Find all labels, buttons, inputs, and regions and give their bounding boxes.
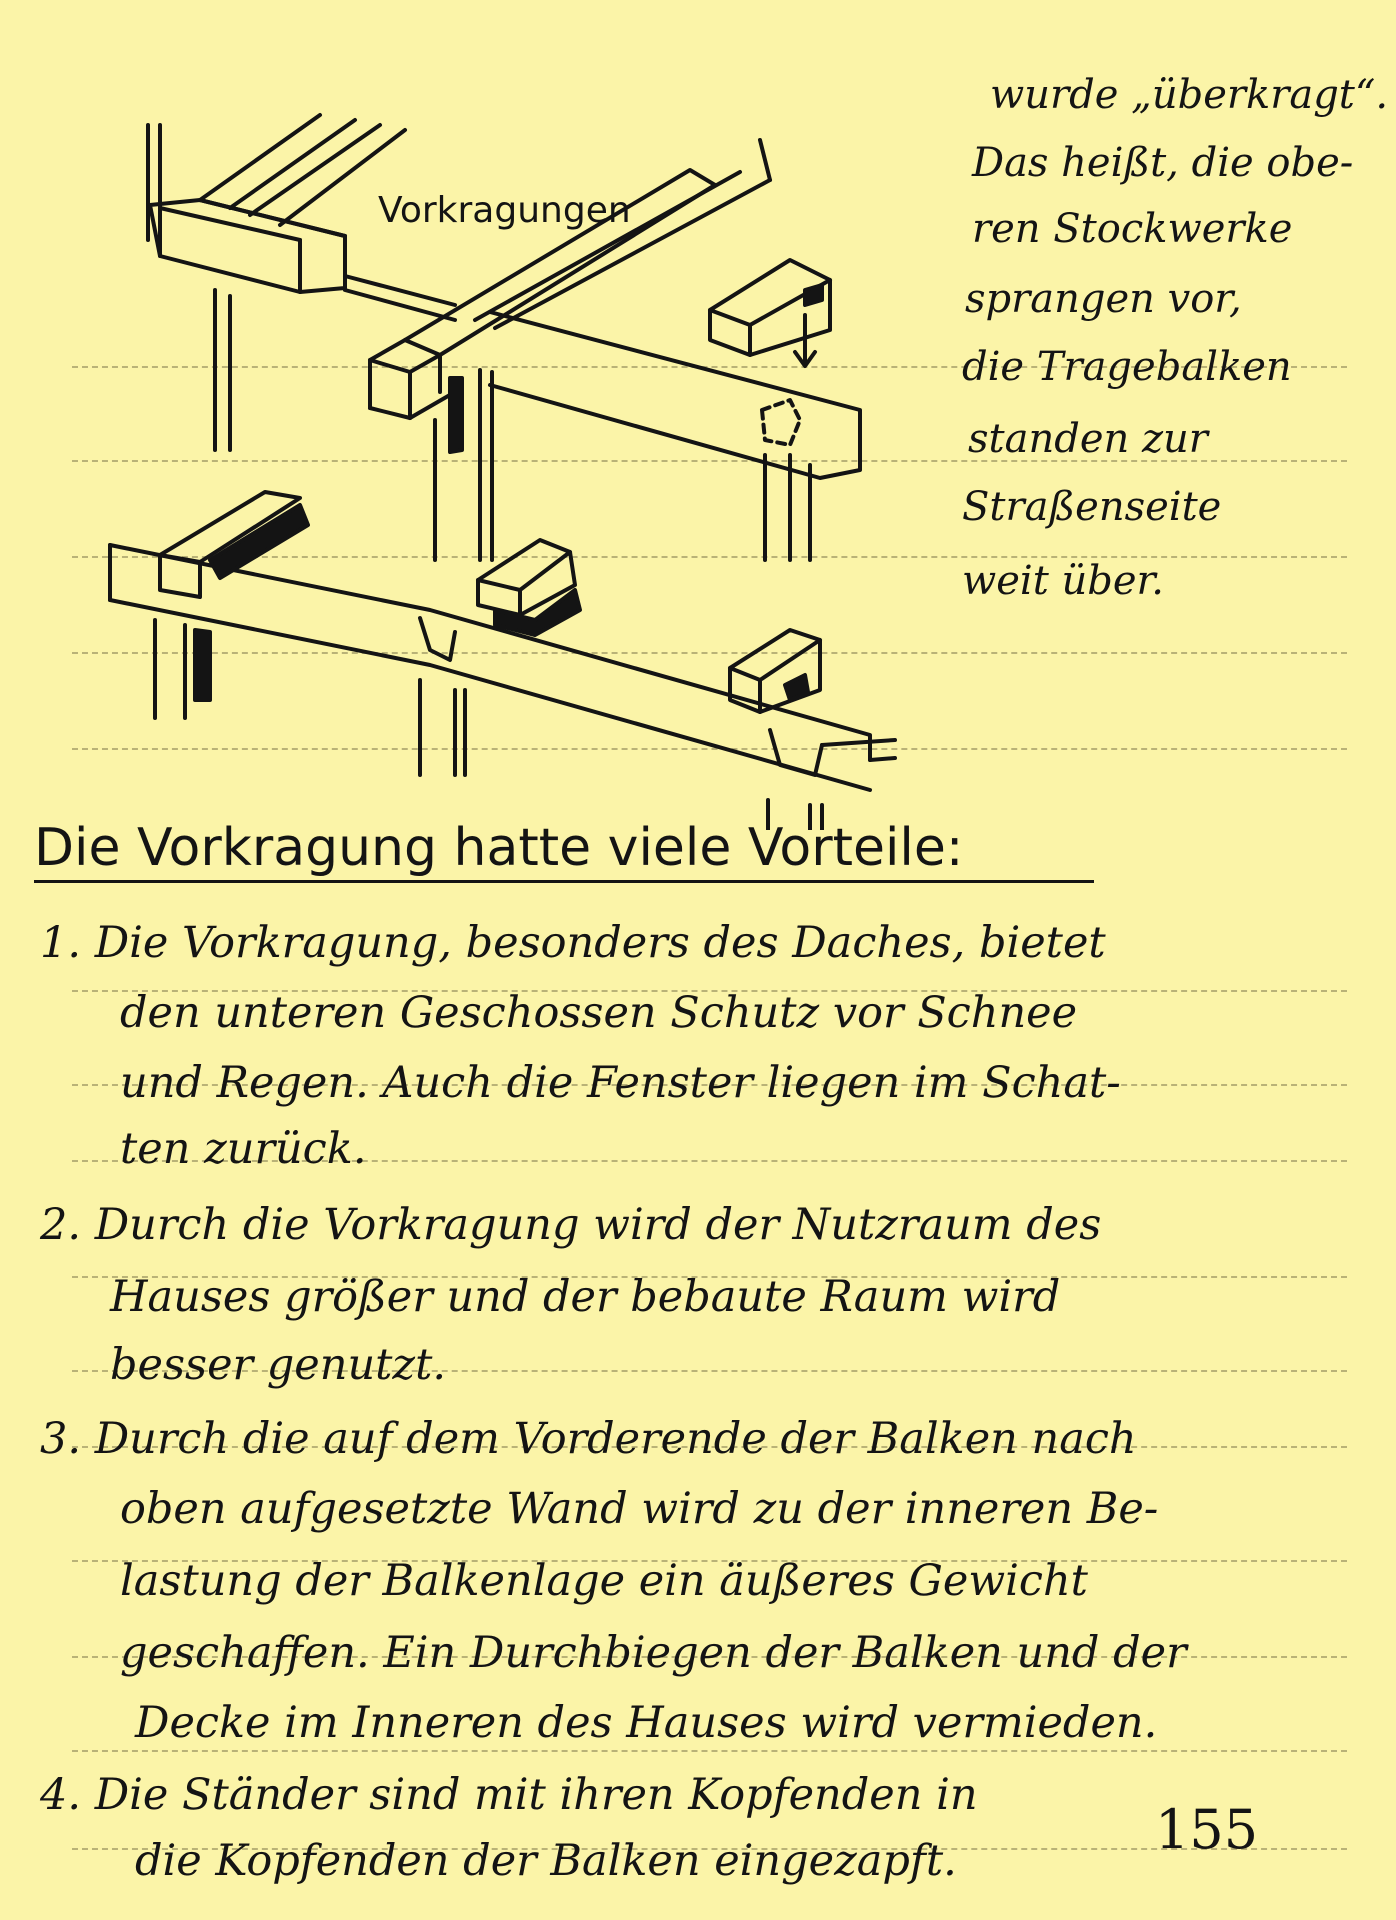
point-1-line: 1. Die Vorkragung, besonders des Daches, bietet — [40, 918, 1106, 968]
page-heading: Die Vorkragung hatte viele Vorteile: — [34, 818, 964, 878]
point-4-line: die Kopfenden der Balken eingezapft. — [135, 1836, 957, 1886]
point-4-line: 4. Die Ständer sind mit ihren Kopfenden in — [40, 1770, 978, 1820]
point-3-line: oben aufgesetzte Wand wird zu der inneren Be- — [120, 1484, 1159, 1534]
heading-underline — [34, 880, 1094, 883]
point-3-line: Decke im Inneren des Hauses wird vermieden. — [135, 1698, 1158, 1748]
side-note-line: wurde „überkragt“. — [990, 72, 1389, 118]
point-3-line: 3. Durch die auf dem Vorderende der Balken nach — [40, 1414, 1137, 1464]
side-note-line: weit über. — [962, 558, 1164, 604]
side-note-line: ren Stockwerke — [972, 206, 1293, 252]
drawing-label: Vorkragungen — [378, 190, 631, 231]
timber-frame-sketch — [0, 0, 1396, 830]
point-2-line: besser genutzt. — [110, 1340, 447, 1390]
side-note-line: standen zur — [968, 416, 1208, 462]
side-note-line: Das heißt, die obe- — [972, 140, 1354, 186]
side-note-line: sprangen vor, — [965, 276, 1242, 322]
ruling-line — [72, 1750, 1347, 1752]
side-note-line: Straßenseite — [962, 484, 1222, 530]
point-1-line: und Regen. Auch die Fenster liegen im Schat- — [120, 1058, 1121, 1108]
point-1-line: den unteren Geschossen Schutz vor Schnee — [120, 988, 1078, 1038]
point-1-line: ten zurück. — [120, 1124, 367, 1174]
point-2-line: Hauses größer und der bebaute Raum wird — [110, 1272, 1061, 1322]
point-3-line: lastung der Balkenlage ein äußeres Gewicht — [120, 1556, 1088, 1606]
point-2-line: 2. Durch die Vorkragung wird der Nutzraum des — [40, 1200, 1102, 1250]
point-3-line: geschaffen. Ein Durchbiegen der Balken und der — [120, 1628, 1187, 1678]
page-number: 155 — [1155, 1798, 1259, 1861]
side-note-line: die Tragebalken — [962, 344, 1292, 390]
